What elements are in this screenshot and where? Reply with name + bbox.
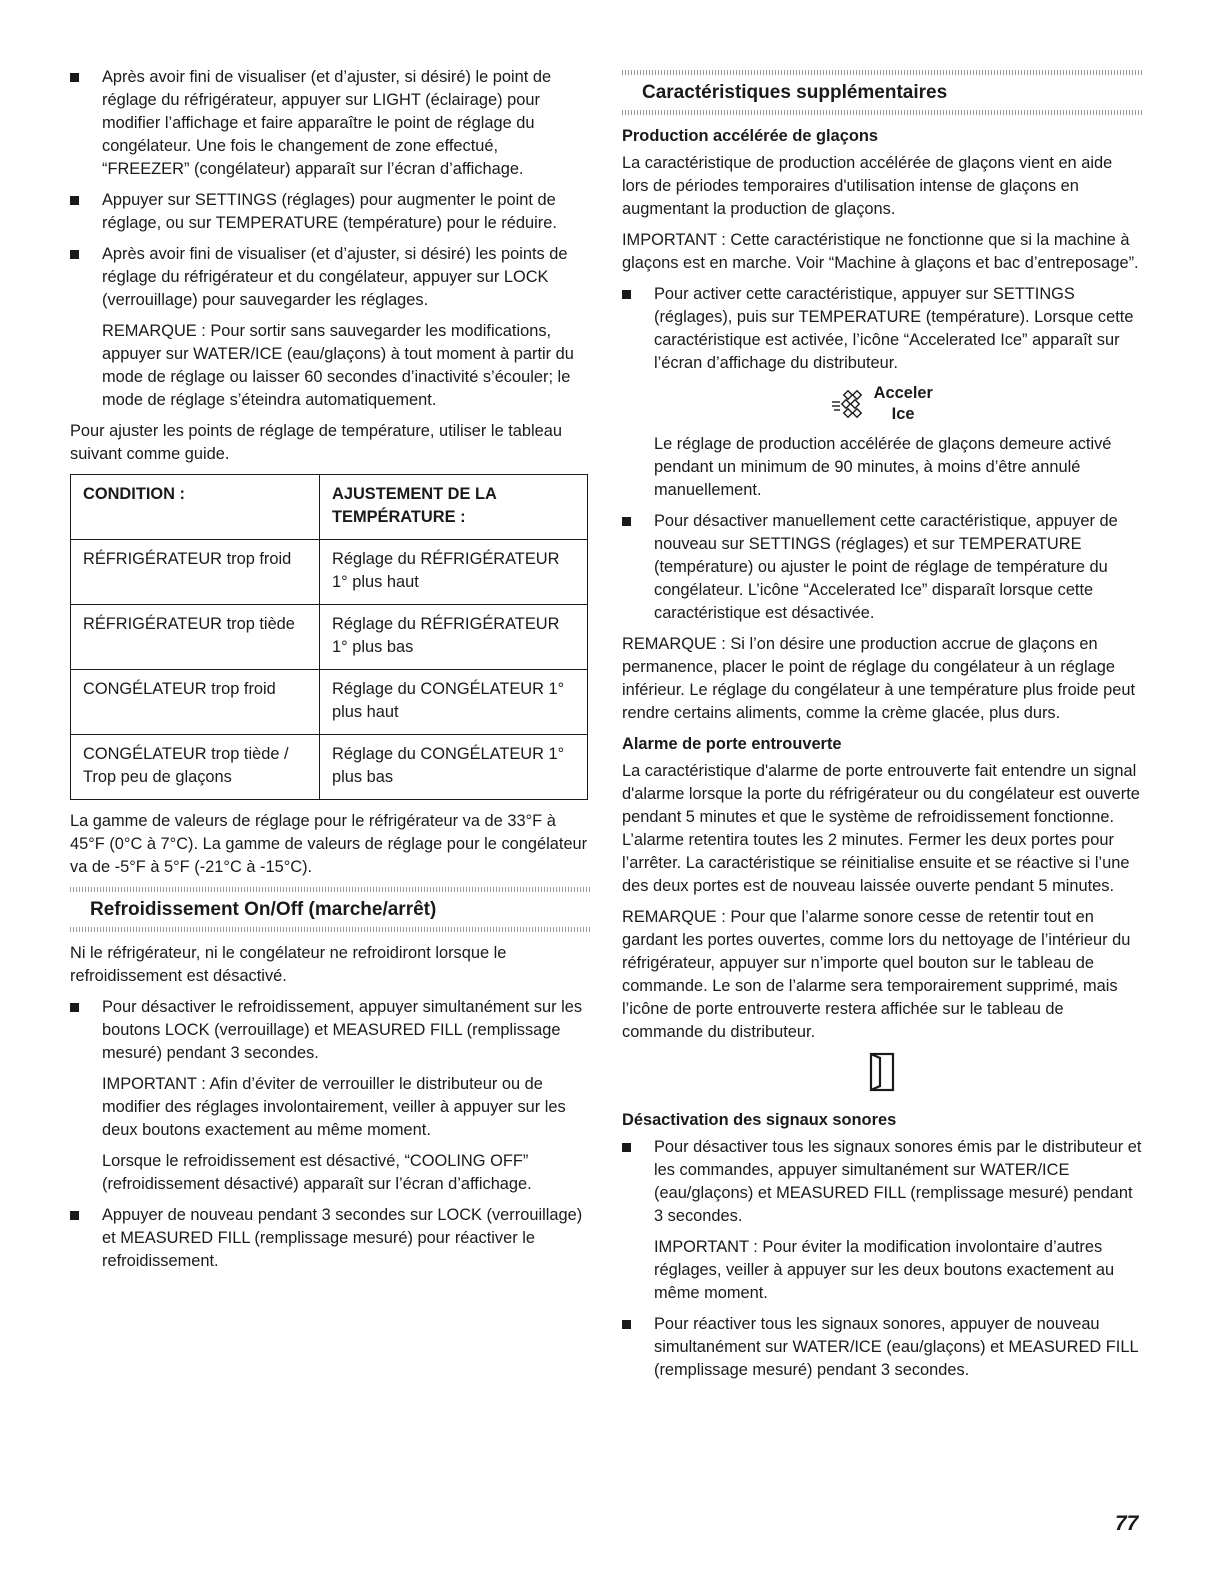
bullet-item <box>622 510 1142 625</box>
subheading: Désactivation des signaux sonores <box>622 1111 897 1129</box>
bullet-item <box>622 1313 1142 1382</box>
bullet-item <box>622 1136 1142 1228</box>
icon-label-line1: Acceler <box>873 384 933 402</box>
bullet-text: Appuyer sur SETTINGS (réglages) pour augmenter le point de réglage, ou sur TEMPERATURE (température) pour le réduire. <box>102 191 557 232</box>
table-cell-condition: CONGÉLATEUR trop tiède / Trop peu de glaçons <box>71 735 320 800</box>
table-header-adjustment: AJUSTEMENT DE LA TEMPÉRATURE : <box>320 475 588 540</box>
icon-label-line2: Ice <box>891 405 915 423</box>
remark-note: REMARQUE : Si l’on désire une production accrue de glaçons en permanence, placer le point de réglage du congélateur à un réglage inférieur. Le réglage du congélateur à une température plus froide peut rendre certains aliments, comme la crème glacée, plus durs. <box>622 635 1136 722</box>
accelerated-ice-display <box>622 383 1142 425</box>
bullet-item <box>70 1204 590 1273</box>
table-row <box>71 735 588 800</box>
bullet-text: Appuyer de nouveau pendant 3 secondes sur LOCK (verrouillage) et MEASURED FILL (remplissage mesuré) pour réactiver le refroidissement. <box>102 1206 583 1270</box>
section-title: Refroidissement On/Off (marche/arrêt) <box>90 899 437 920</box>
bullet-square-icon <box>622 517 631 526</box>
hatch-divider <box>622 110 1142 115</box>
bullet-text: Pour désactiver tous les signaux sonores émis par le distributeur et les commandes, appuyer simultanément sur WATER/ICE (eau/glaçons) et MEASURED FILL (remplissage mesuré) pendant 3 secondes. <box>654 1138 1142 1225</box>
left-column <box>70 66 590 1281</box>
range-text: La gamme de valeurs de réglage pour le réfrigérateur va de 33°F à 45°F (0°C à 7°C). La gamme de valeurs de réglage pour le congélateur va de -5°F à 5°F (-21°C à -15°C). <box>70 812 588 876</box>
section-intro: Ni le réfrigérateur, ni le congélateur ne refroidiront lorsque le refroidissement est désactivé. <box>70 944 507 985</box>
table-header-row <box>71 475 588 540</box>
table-header-condition: CONDITION : <box>71 475 320 540</box>
table-cell-adjustment: Réglage du CONGÉLATEUR 1° plus haut <box>320 670 588 735</box>
important-note: IMPORTANT : Afin d’éviter de verrouiller le distributeur ou de modifier des réglages involontairement, veiller à appuyer sur les deux boutons exactement au même moment. <box>102 1075 566 1139</box>
bullet-item <box>70 996 590 1065</box>
door-ajar-icon <box>622 1052 1142 1099</box>
ice-cubes-icon <box>831 389 865 419</box>
bullet-square-icon <box>622 1320 631 1329</box>
page-number: 77 <box>1115 1512 1139 1535</box>
paragraph: La caractéristique de production accélérée de glaçons vient en aide lors de périodes temporaires d'utilisation intense de glaçons en augmentant la production de glaçons. <box>622 154 1113 218</box>
table-cell-condition: CONGÉLATEUR trop froid <box>71 670 320 735</box>
door-ajar-svg-icon <box>868 1052 896 1092</box>
bullet-text: Pour désactiver manuellement cette caractéristique, appuyer de nouveau sur SETTINGS (réglages) et sur TEMPERATURE (température) ou ajuster le point de réglage de température du congélateur. L’icône “Accelerated Ice” disparaît lorsque cette caractéristique est désactivée. <box>654 512 1118 622</box>
table-row <box>71 605 588 670</box>
table-intro: Pour ajuster les points de réglage de température, utiliser le tableau suivant comme guide. <box>70 422 563 463</box>
bullet-square-icon <box>70 196 79 205</box>
bullet-item <box>70 189 590 235</box>
table-row <box>71 540 588 605</box>
table-cell-adjustment: Réglage du RÉFRIGÉRATEUR 1° plus haut <box>320 540 588 605</box>
bullet-square-icon <box>70 73 79 82</box>
hatch-divider <box>70 927 590 932</box>
bullet-item <box>70 243 590 312</box>
bullet-square-icon <box>70 1003 79 1012</box>
cooling-off-note: Lorsque le refroidissement est désactivé, “COOLING OFF” (refroidissement désactivé) apparaît sur l’écran d’affichage. <box>102 1152 532 1193</box>
bullet-item <box>70 66 590 181</box>
bullet-square-icon <box>70 1211 79 1220</box>
bullet-square-icon <box>622 1143 631 1152</box>
subheading: Alarme de porte entrouverte <box>622 735 842 753</box>
table-cell-adjustment: Réglage du RÉFRIGÉRATEUR 1° plus bas <box>320 605 588 670</box>
subheading: Production accélérée de glaçons <box>622 127 878 145</box>
table-cell-condition: RÉFRIGÉRATEUR trop froid <box>71 540 320 605</box>
section-heading <box>622 70 1142 115</box>
important-note: IMPORTANT : Cette caractéristique ne fonctionne que si la machine à glaçons est en marche. Voir “Machine à glaçons et bac d’entreposage”. <box>622 231 1139 272</box>
important-note: IMPORTANT : Pour éviter la modification involontaire d’autres réglages, veiller à appuyer sur les deux boutons exactement au même moment. <box>654 1238 1115 1302</box>
bullet-note: Le réglage de production accélérée de glaçons demeure activé pendant un minimum de 90 minutes, à moins d’être annulé manuellement. <box>654 435 1112 499</box>
section-heading <box>70 887 590 932</box>
right-column <box>622 66 1142 1390</box>
bullet-text: Après avoir fini de visualiser (et d’ajuster, si désiré) le point de réglage du réfrigérateur, appuyer sur LIGHT (éclairage) pour modifier l’affichage et faire apparaître le point de réglage du congélateur. Une fois le changement de zone effectué, “FREEZER” (congélateur) apparaît sur l’écran d’affichage. <box>102 68 552 178</box>
remark-note: REMARQUE : Pour que l’alarme sonore cesse de retentir tout en gardant les portes ouvertes, comme lors du nettoyage de l’intérieur du réfrigérateur, appuyer sur n’importe quel bouton sur le tableau de commande. Le son de l’alarme sera temporairement supprimé, mais l’icône de porte entrouverte restera affichée sur le tableau de commande du distributeur. <box>622 908 1131 1041</box>
bullet-square-icon <box>70 250 79 259</box>
remark-note: REMARQUE : Pour sortir sans sauvegarder les modifications, appuyer sur WATER/ICE (eau/glaçons) à tout moment à partir du mode de réglage ou laisser 60 secondes d’inactivité s’écouler; le mode de réglage s’éteindra automatiquement. <box>102 322 574 409</box>
temperature-adjust-table <box>70 474 588 800</box>
table-cell-condition: RÉFRIGÉRATEUR trop tiède <box>71 605 320 670</box>
bullet-text: Après avoir fini de visualiser (et d’ajuster, si désiré) les points de réglage du réfrigérateur et du congélateur, appuyer sur LOCK (verrouillage) pour sauvegarder les réglages. <box>102 245 568 309</box>
table-row <box>71 670 588 735</box>
bullet-item <box>622 283 1142 375</box>
bullet-text: Pour activer cette caractéristique, appuyer sur SETTINGS (réglages), puis sur TEMPERATURE (température). Lorsque cette caractéristique est activée, l’icône “Accelerated Ice” apparaît sur l’écran d’affichage du distributeur. <box>654 285 1134 372</box>
bullet-text: Pour réactiver tous les signaux sonores, appuyer de nouveau simultanément sur WATER/ICE (eau/glaçons) et MEASURED FILL (remplissage mesuré) pendant 3 secondes. <box>654 1315 1138 1379</box>
bullet-text: Pour désactiver le refroidissement, appuyer simultanément sur les boutons LOCK (verrouillage) et MEASURED FILL (remplissage mesuré) pendant 3 secondes. <box>102 998 583 1062</box>
section-title: Caractéristiques supplémentaires <box>642 82 948 103</box>
paragraph: La caractéristique d'alarme de porte entrouverte fait entendre un signal d'alarme lorsque la porte du réfrigérateur ou du congélateur est ouverte pendant 5 minutes et que le système de refroidissement fonctionne. L’alarme retentira toutes les 2 minutes. Fermer les deux portes pour l’arrêter. La caractéristique se réinitialise ensuite et se réactive si l’une des deux portes est de nouveau laissée ouverte pendant 5 minutes. <box>622 762 1140 895</box>
table-cell-adjustment: Réglage du CONGÉLATEUR 1° plus bas <box>320 735 588 800</box>
bullet-square-icon <box>622 290 631 299</box>
